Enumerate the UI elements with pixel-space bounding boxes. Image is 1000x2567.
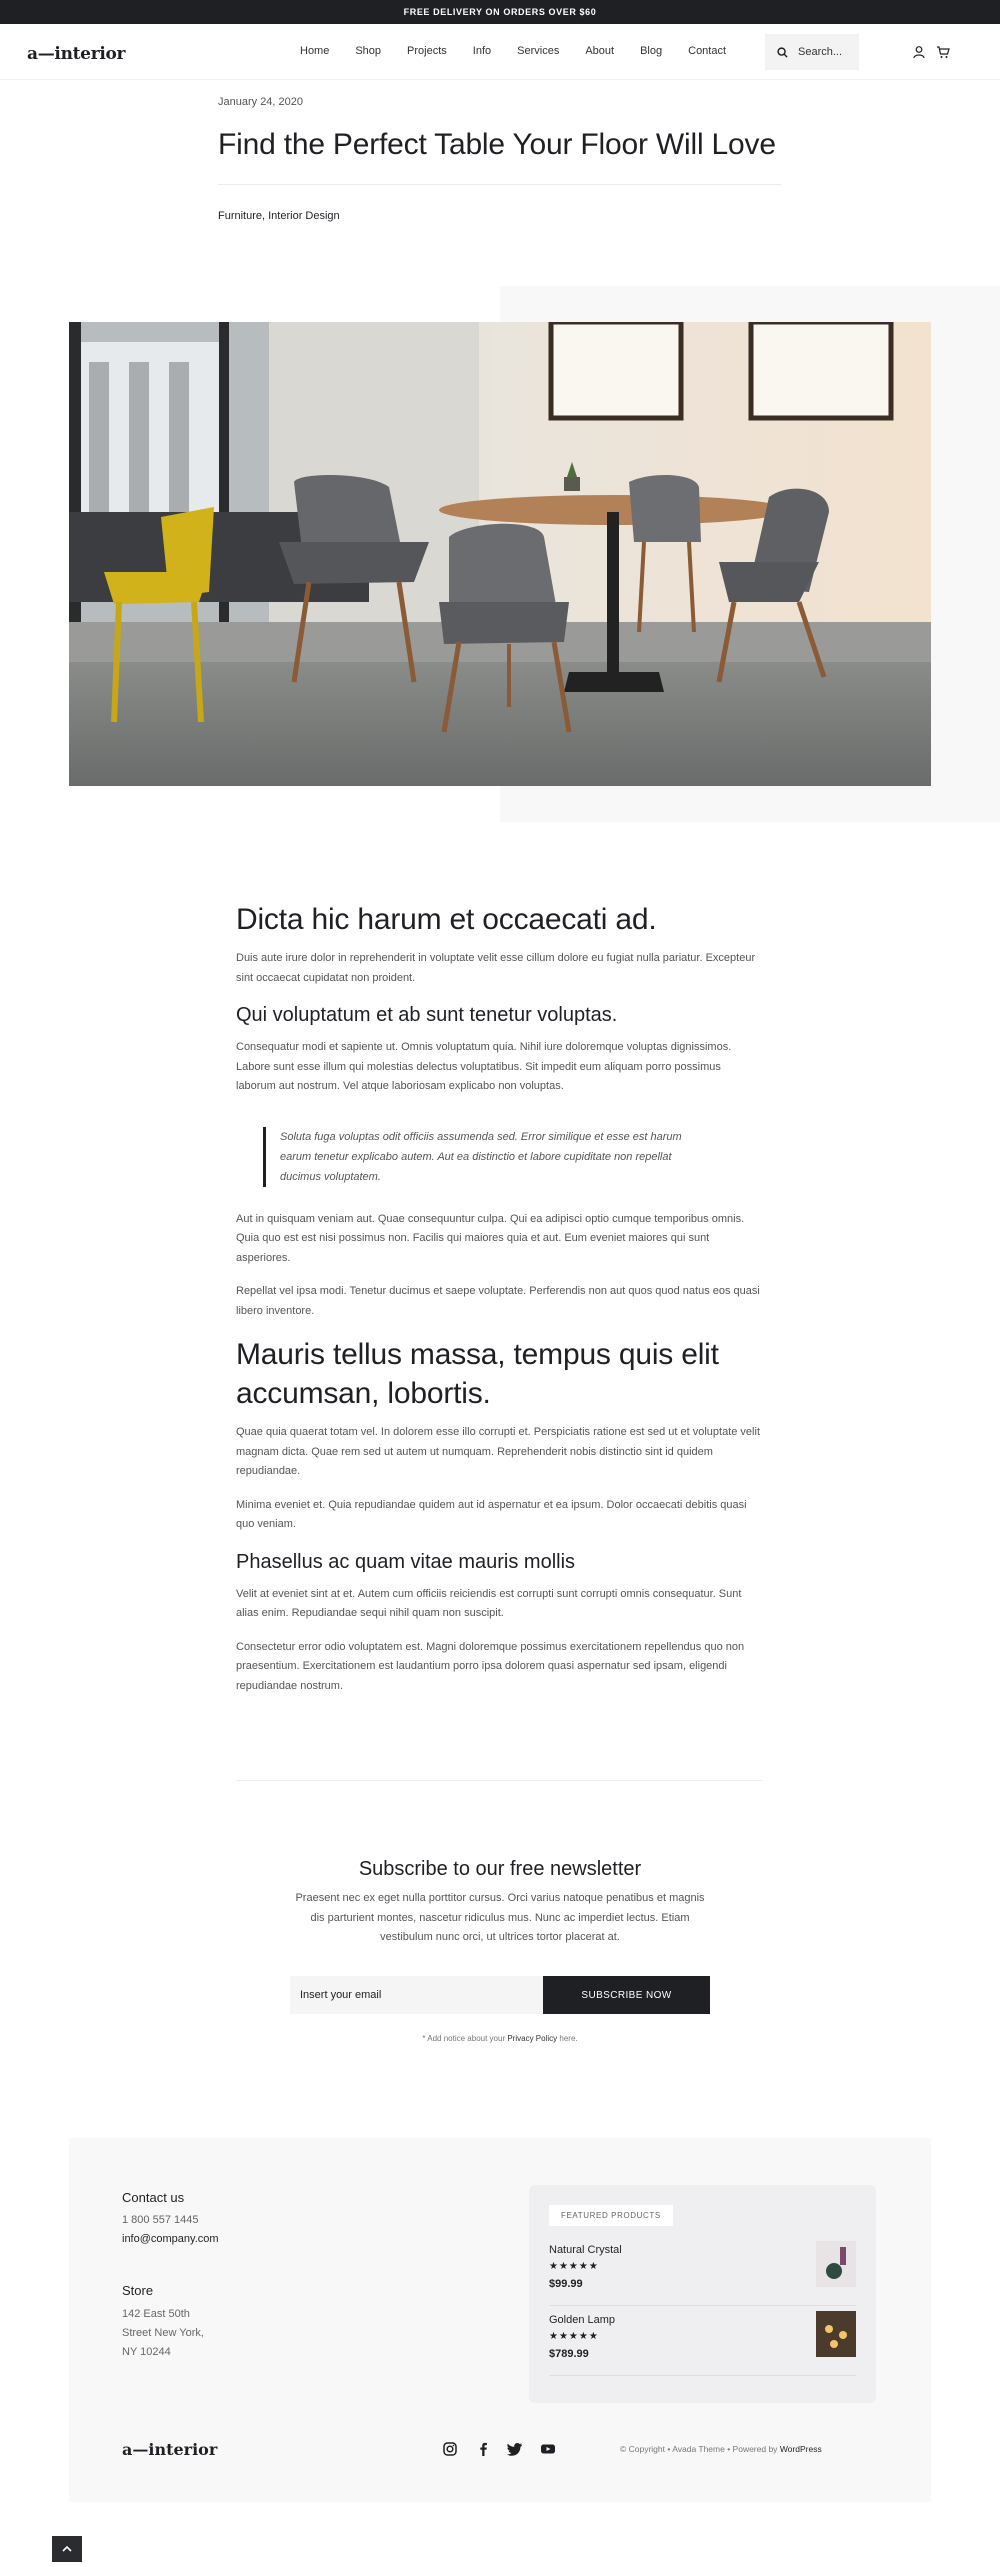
address-line: 142 East 50th [122,2308,190,2320]
nav-services[interactable]: Services [517,45,560,57]
product-name[interactable]: Golden Lamp [549,2314,616,2326]
subheading-2: Phasellus ac quam vitae mauris mollis [236,1550,576,1573]
product-thumbnail[interactable] [816,2311,856,2357]
paragraph: Consectetur error odio voluptatem est. Magni doloremque possimus exercitationem repellendus quo non praesentium. Exercitationem est laudantium porro ipsa dolorem quasi aspernatur sed ipsam, eligendi repudiandae nostrum. [236,1640,745,1692]
copyright-text: © Copyright • Avada Theme • Powered by [620,2444,778,2454]
youtube-icon[interactable] [540,2441,556,2457]
nav-blog[interactable]: Blog [640,45,663,57]
twitter-icon[interactable] [507,2441,523,2457]
nav-home[interactable]: Home [300,45,330,57]
nav-info[interactable]: Info [472,45,492,57]
newsletter-section [290,1858,710,2043]
divider [549,2305,856,2306]
address-line: Street New York, [122,2327,204,2339]
product-price: $789.99 [549,2348,589,2360]
wordpress-link[interactable]: WordPress [779,2444,822,2454]
post-header [218,96,781,222]
paragraph: Repellat vel ipsa modi. Tenetur ducimus et saepe voluptate. Perferendis non aut quos quod natus eos quasi libero inventore. [236,1285,760,1317]
copyright [620,2444,822,2454]
nav-projects[interactable]: Projects [407,45,447,57]
newsletter-form [290,1976,710,2014]
instagram-icon[interactable] [442,2441,458,2457]
paragraph: Aut in quisquam veniam aut. Quae consequuntur culpa. Qui ea adipisci optio cumque temporibus omnis. Quia quo est est nisi possimus non. Facilis qui maiores quia et aut. Eum eveniet maiores qui sunt asperiores. [236,1212,745,1264]
privacy-notice [290,2034,710,2043]
facebook-icon[interactable] [475,2441,491,2457]
email-link[interactable]: info@company.com [122,2233,219,2245]
newsletter-text: Praesent nec ex eget nulla porttitor cursus. Orci varius natoque penatibus et magnis dis parturient montes, nascetur ridiculus mus. Nunc ac imperdiet lectus. Etiam vestibulum nunc orci, ut ultrices tortor placerat at. [295,1892,705,1943]
product-rating: ★★★★★ [549,2331,599,2342]
paragraph: Consequatur modi et sapiente ut. Omnis voluptatum quia. Nihil iure doloremque voluptas dignissimos. Labore sunt esse illum qui molestias delectus voluptatibus. Sit impedit eum aliquam porro possimus laborum aut nostrum. Vel atque laboriosam explicabo non voluptas. [236,1041,732,1092]
notice-suffix: here. [559,2034,578,2043]
contact-label: Contact us [122,2190,185,2205]
nav-about[interactable]: About [585,45,615,57]
subheading-1: Qui voluptatum et ab sunt tenetur voluptas. [236,1004,618,1026]
product-rating: ★★★★★ [549,2261,599,2272]
user-icon[interactable] [912,45,926,59]
nav-shop[interactable]: Shop [355,45,382,57]
site-logo[interactable]: a—interior [27,44,126,64]
search-icon [777,47,788,58]
featured-products [529,2185,876,2403]
heading-2: Mauris tellus massa, tempus quis elit accumsan, lobortis. [236,1338,719,1410]
main-nav [300,45,752,57]
notice-prefix: * Add notice about your [422,2034,506,2043]
paragraph: Velit at eveniet sint at et. Autem cum officiis reiciendis est corrupti sunt corrupti omnis consequatur. Sunt alias enim. Repudiandae sequi nihil quam non suscipit. [236,1587,742,1619]
cart-icon[interactable] [936,45,950,59]
promo-bar [0,0,1000,24]
store-label: Store [122,2283,154,2298]
email-input[interactable] [290,1976,543,2014]
product-name[interactable]: Natural Crystal [549,2244,622,2256]
back-to-top-button[interactable] [52,2536,82,2562]
post-title: Find the Perfect Table Your Floor Will Love [218,128,776,161]
footer-logo[interactable]: a—interior [122,2440,218,2459]
phone-number: 1 800 557 1445 [122,2214,199,2226]
search-input[interactable]: Search... [798,46,843,58]
divider [236,1780,762,1781]
paragraph: Minima eveniet et. Quia repudiandae quidem aut id aspernatur et ea ipsum. Dolor occaecati debitis quasi quo veniam. [236,1498,747,1530]
paragraph: Duis aute irure dolor in reprehenderit in voluptate velit esse cillum dolore eu fugiat nulla pariatur. Excepteur sint occaecat cupidatat non proident. [236,952,756,984]
address-line: NY 10244 [122,2346,171,2358]
product-thumbnail[interactable] [816,2241,856,2287]
featured-badge: FEATURED PRODUCTS [549,2205,673,2226]
article-body [236,900,762,1696]
privacy-policy-link[interactable]: Privacy Policy [507,2034,558,2043]
post-date: January 24, 2020 [218,96,304,108]
product-price: $99.99 [549,2278,583,2290]
search-box[interactable] [765,34,859,70]
newsletter-title: Subscribe to our free newsletter [358,1858,642,1880]
subscribe-button[interactable]: SUBSCRIBE NOW [543,1976,710,2014]
heading-1: Dicta hic harum et occaecati ad. [236,903,657,936]
promo-text: FREE DELIVERY ON ORDERS OVER $60 [403,7,597,17]
site-header [0,24,1000,80]
divider [218,184,781,185]
site-footer [69,2138,931,2502]
post-categories[interactable]: Furniture, Interior Design [218,210,340,222]
chevron-up-icon [52,2536,82,2562]
nav-contact[interactable]: Contact [688,45,727,57]
hero-image [69,322,931,786]
paragraph: Quae quia quaerat totam vel. In dolorem esse illo corrupti et. Perspiciatis ratione est sed ut et voluptate velit magnam dicta. Quae rem sed ut autem ut numquam. Reprehenderit nobis distinctio sint id quidem repudiandae. [236,1426,760,1477]
divider [549,2375,856,2376]
blockquote: Soluta fuga voluptas odit officiis assumenda sed. Error similique et esse est harum earum tenetur explicabo autem. Aut ea distinctio et labore cupiditate non repellat ducimus voluptatem. [263,1127,713,1187]
